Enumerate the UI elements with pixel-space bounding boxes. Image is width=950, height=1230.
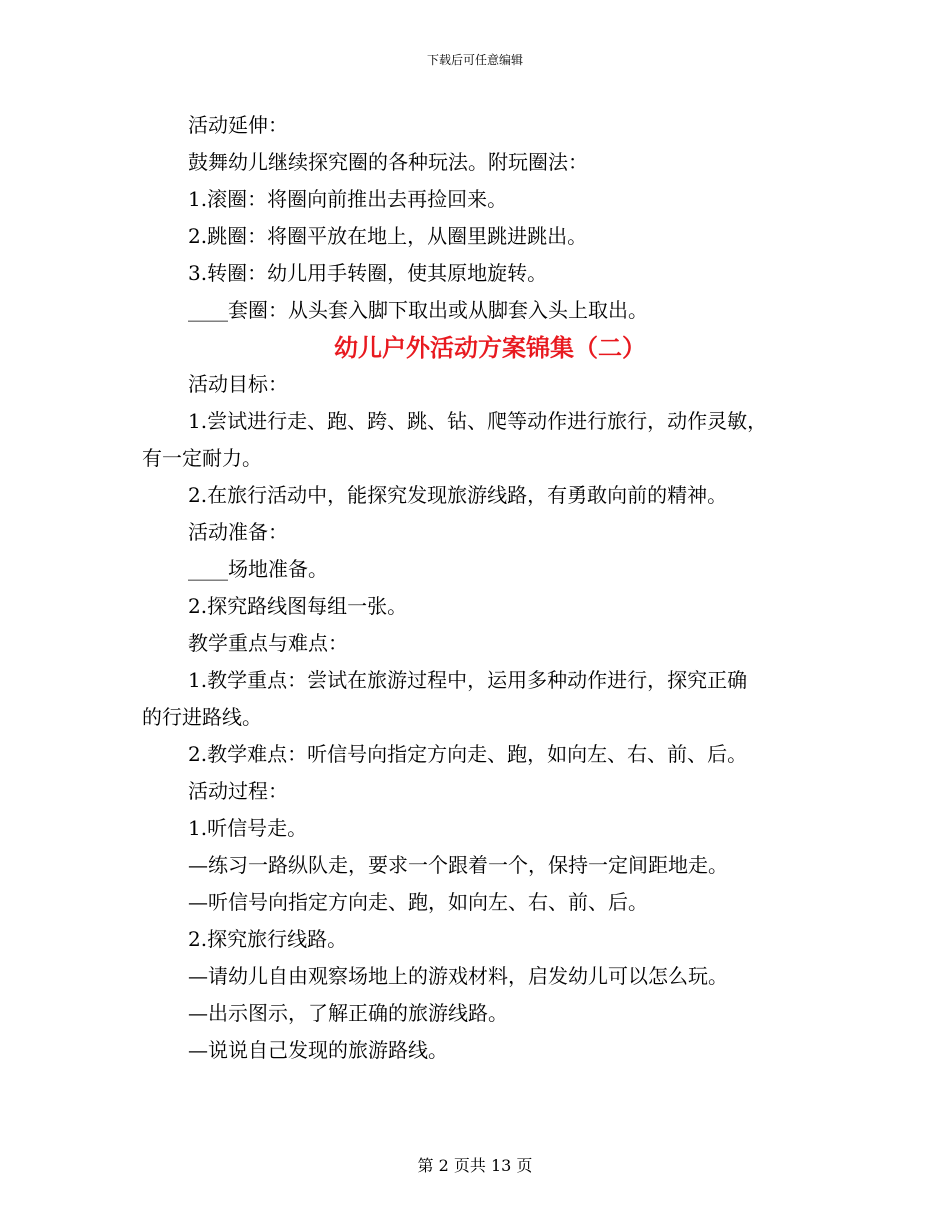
section-heading: 教学重点与难点：: [188, 631, 348, 655]
section-heading: 活动过程：: [188, 779, 288, 803]
list-item-continuation: 的行进路线。: [142, 705, 262, 729]
document-body: [142, 107, 822, 1069]
list-item: 3.转圈：幼儿用手转圈，使其原地旋转。: [188, 261, 548, 285]
list-item: —练习一路纵队走，要求一个跟着一个，保持一定间距地走。: [188, 853, 728, 877]
list-item: —听信号向指定方向走、跑，如向左、右、前、后。: [188, 890, 648, 914]
list-item: 2.教学难点：听信号向指定方向走、跑，如向左、右、前、后。: [188, 742, 748, 766]
list-item: 2.在旅行活动中，能探究发现旅游线路，有勇敢向前的精神。: [188, 483, 728, 507]
list-item: —请幼儿自由观察场地上的游戏材料，启发幼儿可以怎么玩。: [188, 964, 728, 988]
list-item: ____场地准备。: [188, 557, 328, 581]
section-title: 幼儿户外活动方案锦集（二）: [334, 333, 646, 362]
list-item: 2.探究旅行线路。: [188, 927, 348, 951]
paragraph: 鼓舞幼儿继续探究圈的各种玩法。附玩圈法：: [188, 150, 588, 174]
paragraph: 活动延伸：: [188, 113, 288, 137]
section-heading: 活动准备：: [188, 520, 288, 544]
list-item: ____套圈：从头套入脚下取出或从脚套入头上取出。: [188, 298, 648, 322]
list-item: 1.听信号走。: [188, 816, 308, 840]
list-item: 2.跳圈：将圈平放在地上，从圈里跳进跳出。: [188, 224, 588, 248]
list-item: 1.尝试进行走、跑、跨、跳、钻、爬等动作进行旅行，动作灵敏，: [188, 409, 768, 433]
list-item: —说说自己发现的旅游路线。: [188, 1038, 448, 1062]
list-item-continuation: 有一定耐力。: [142, 446, 262, 470]
section-heading: 活动目标：: [188, 372, 288, 396]
page-header: 下载后可任意编辑: [426, 53, 523, 67]
page-footer: 第 2 页共 13 页: [417, 1156, 533, 1175]
list-item: 1.滚圈：将圈向前推出去再捡回来。: [188, 187, 508, 211]
list-item: 2.探究路线图每组一张。: [188, 594, 408, 618]
list-item: —出示图示，了解正确的旅游线路。: [188, 1001, 508, 1025]
list-item: 1.教学重点：尝试在旅游过程中，运用多种动作进行，探究正确: [188, 668, 748, 692]
